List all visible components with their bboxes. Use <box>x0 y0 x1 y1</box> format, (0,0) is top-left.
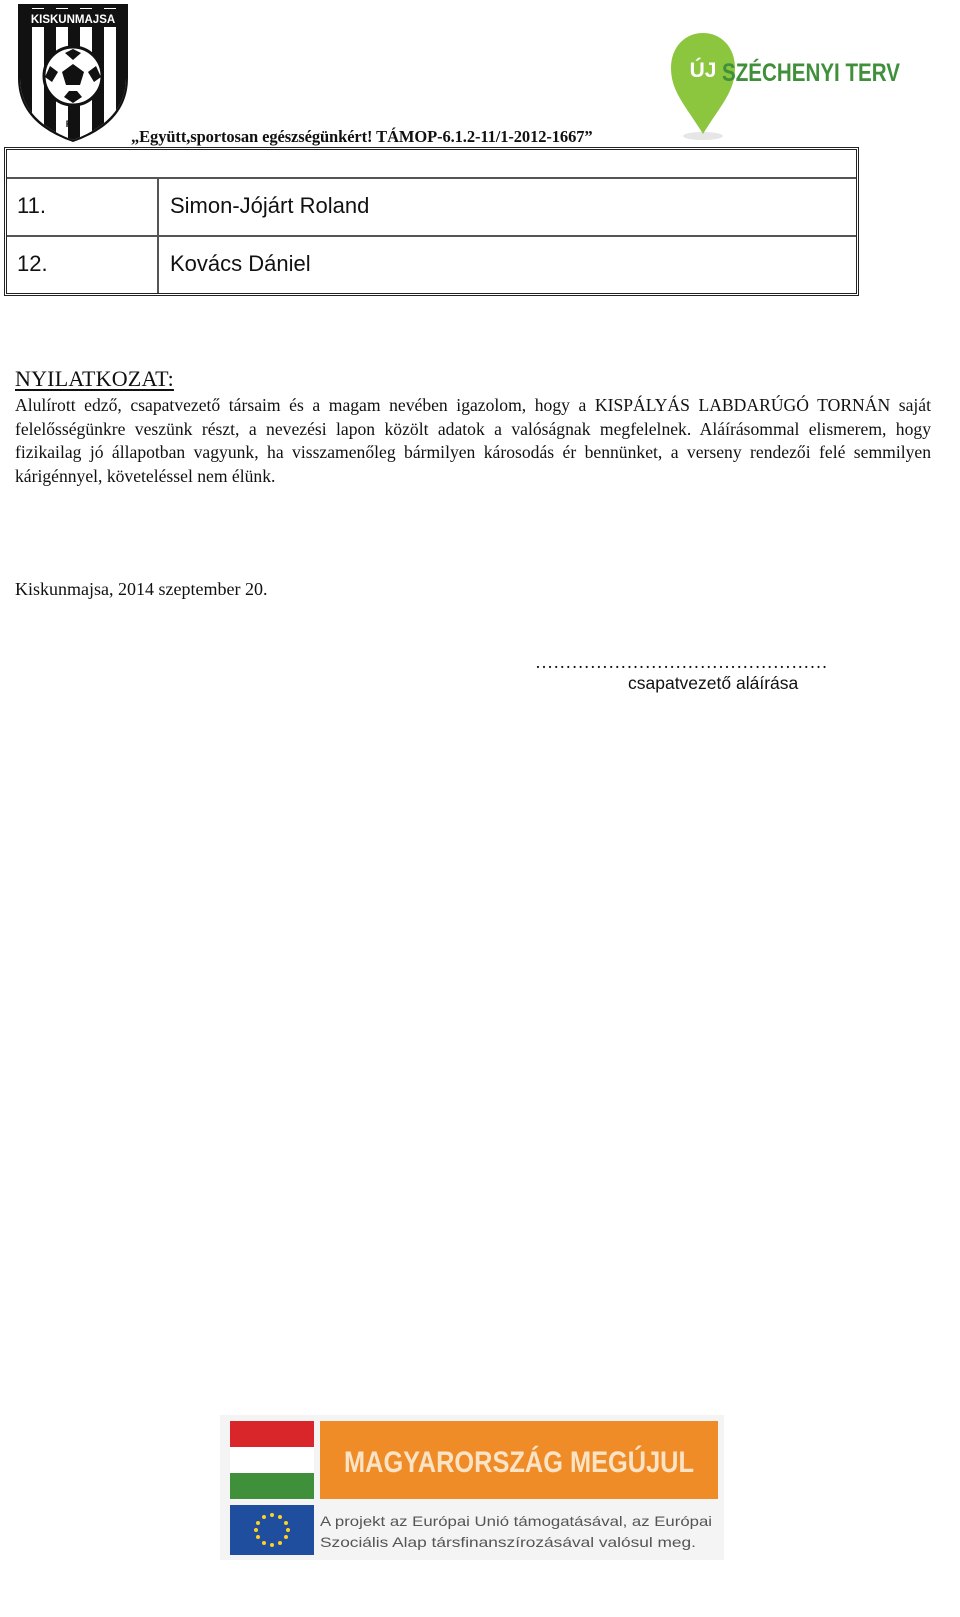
banner-line-2: Szociális Alap társfinanszírozásával valósul meg. <box>320 1534 696 1550</box>
table-row <box>7 235 856 293</box>
club-logo-name: KISKUNMAJSA <box>30 14 116 26</box>
banner-title: MAGYARORSZÁG MEGÚJUL <box>344 1446 724 1479</box>
eu-funding-banner <box>220 1415 724 1560</box>
table-row <box>7 150 856 177</box>
signature-label: csapatvezető aláírása <box>628 673 799 693</box>
place-and-date: Kiskunmajsa, 2014 szeptember 20. <box>15 579 268 599</box>
club-logo <box>14 0 132 142</box>
signature-line: ………………………………………… <box>535 652 828 672</box>
player-number: 12. <box>7 237 159 293</box>
szechenyi-terv-logo <box>666 22 956 140</box>
project-tagline: „Együtt,sportosan egészségünkért! TÁMOP-6.1.2-11/1-2012-1667” <box>131 127 593 146</box>
table-row <box>7 177 856 235</box>
player-number: 11. <box>7 179 159 235</box>
declaration-body: Alulírott edző, csapatvezető társaim és a magam nevében igazolom, hogy a KISPÁLYÁS LABDARÚGÓ TORNÁN saját felelősségünkre veszünk részt, a nevezési lapon közölt adatok a valóságnak megfelelnek. Aláírásommal elismerem, hogy fizikailag jó állapotban vagyunk, ha visszamenőleg bármilyen károsodás ér bennünket, a verseny rendezői felé semmilyen kárigénnyel, követeléssel nem élünk. <box>15 395 931 486</box>
eu-flag-icon <box>230 1505 314 1555</box>
banner-line-1: A projekt az Európai Unió támogatásával, az Európai <box>320 1513 712 1529</box>
declaration-title: NYILATKOZAT: <box>15 366 174 391</box>
club-logo-sub: F C <box>65 119 81 129</box>
player-name: Simon-Jójárt Roland <box>170 193 370 218</box>
player-table <box>4 147 859 296</box>
player-name: Kovács Dániel <box>170 251 311 276</box>
svg-text:SZÉCHENYI TERV: SZÉCHENYI TERV <box>722 59 939 87</box>
hungarian-flag-icon <box>230 1421 314 1499</box>
svg-text:ÚJ: ÚJ <box>689 59 717 82</box>
